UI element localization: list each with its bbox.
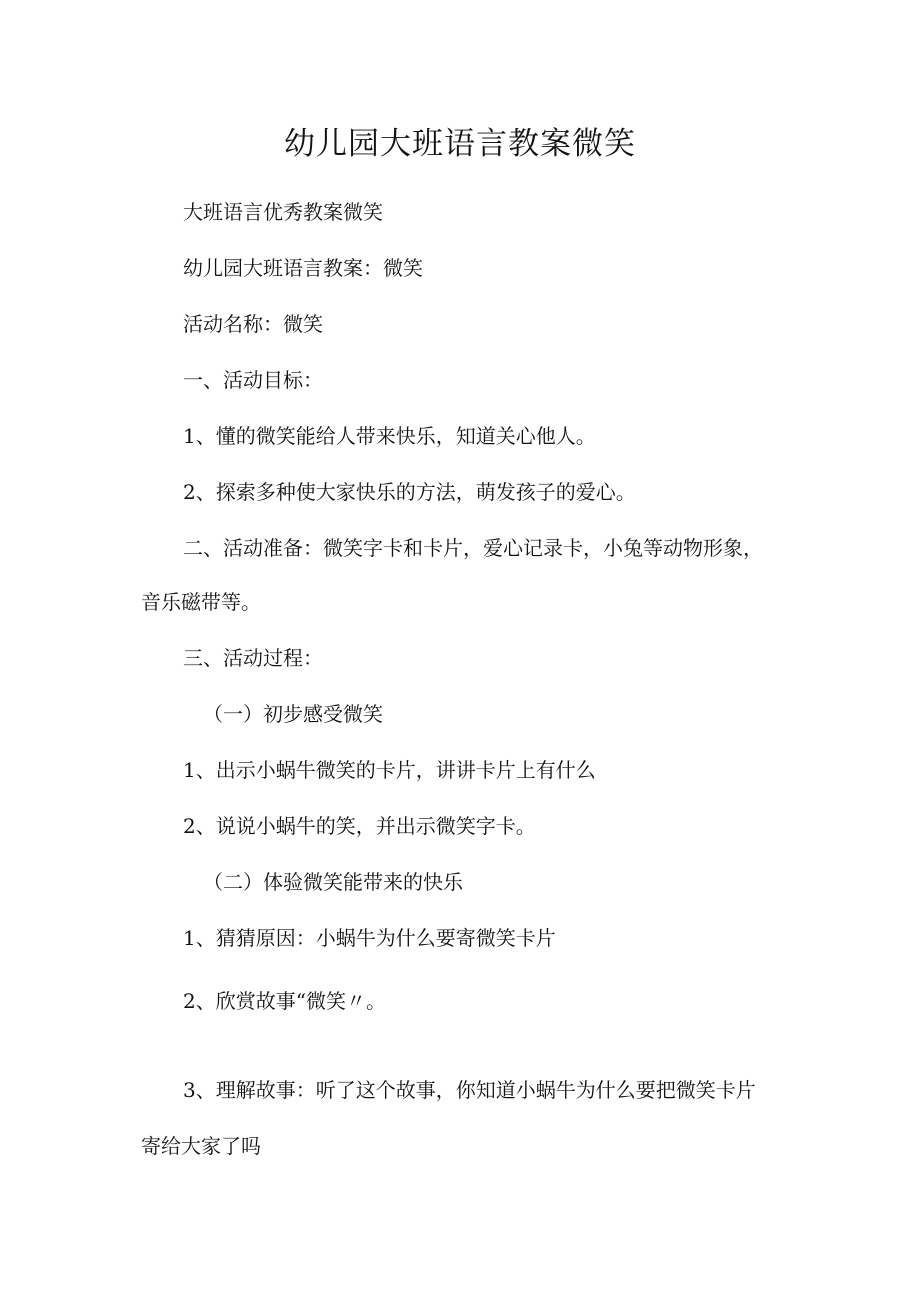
section-heading-goals: 一、活动目标： bbox=[183, 368, 323, 392]
list-item-step-5: 3、理解故事：听了这个故事，你知道小蜗牛为什么要把微笑卡片 bbox=[183, 1078, 756, 1102]
list-item-step-4: 2、欣赏故事“微笑〃。 bbox=[183, 989, 386, 1013]
list-item-step-1: 1、出示小蜗牛微笑的卡片，讲讲卡片上有什么 bbox=[183, 758, 596, 782]
subsection-heading-2: （二）体验微笑能带来的快乐 bbox=[203, 870, 463, 894]
list-item-step-2: 2、说说小蜗牛的笑，并出示微笑字卡。 bbox=[183, 814, 536, 838]
paragraph-heading: 幼儿园大班语言教案：微笑 bbox=[183, 256, 423, 280]
list-item-goal-2: 2、探索多种使大家快乐的方法，萌发孩子的爱心。 bbox=[183, 480, 636, 504]
list-item-goal-1: 1、懂的微笑能给人带来快乐，知道关心他人。 bbox=[183, 424, 596, 448]
paragraph-step-5-continued: 寄给大家了吗 bbox=[141, 1134, 261, 1158]
section-heading-preparation: 二、活动准备：微笑字卡和卡片，爱心记录卡，小兔等动物形象， bbox=[183, 536, 763, 560]
paragraph-subtitle: 大班语言优秀教案微笑 bbox=[183, 200, 383, 224]
list-item-step-3: 1、猜猜原因：小蜗牛为什么要寄微笑卡片 bbox=[183, 926, 556, 950]
subsection-heading-1: （一）初步感受微笑 bbox=[203, 702, 383, 726]
paragraph-activity-name: 活动名称：微笑 bbox=[183, 312, 323, 336]
document-title: 幼儿园大班语言教案微笑 bbox=[284, 126, 636, 162]
paragraph-preparation-continued: 音乐磁带等。 bbox=[141, 590, 261, 614]
section-heading-process: 三、活动过程： bbox=[183, 646, 323, 670]
